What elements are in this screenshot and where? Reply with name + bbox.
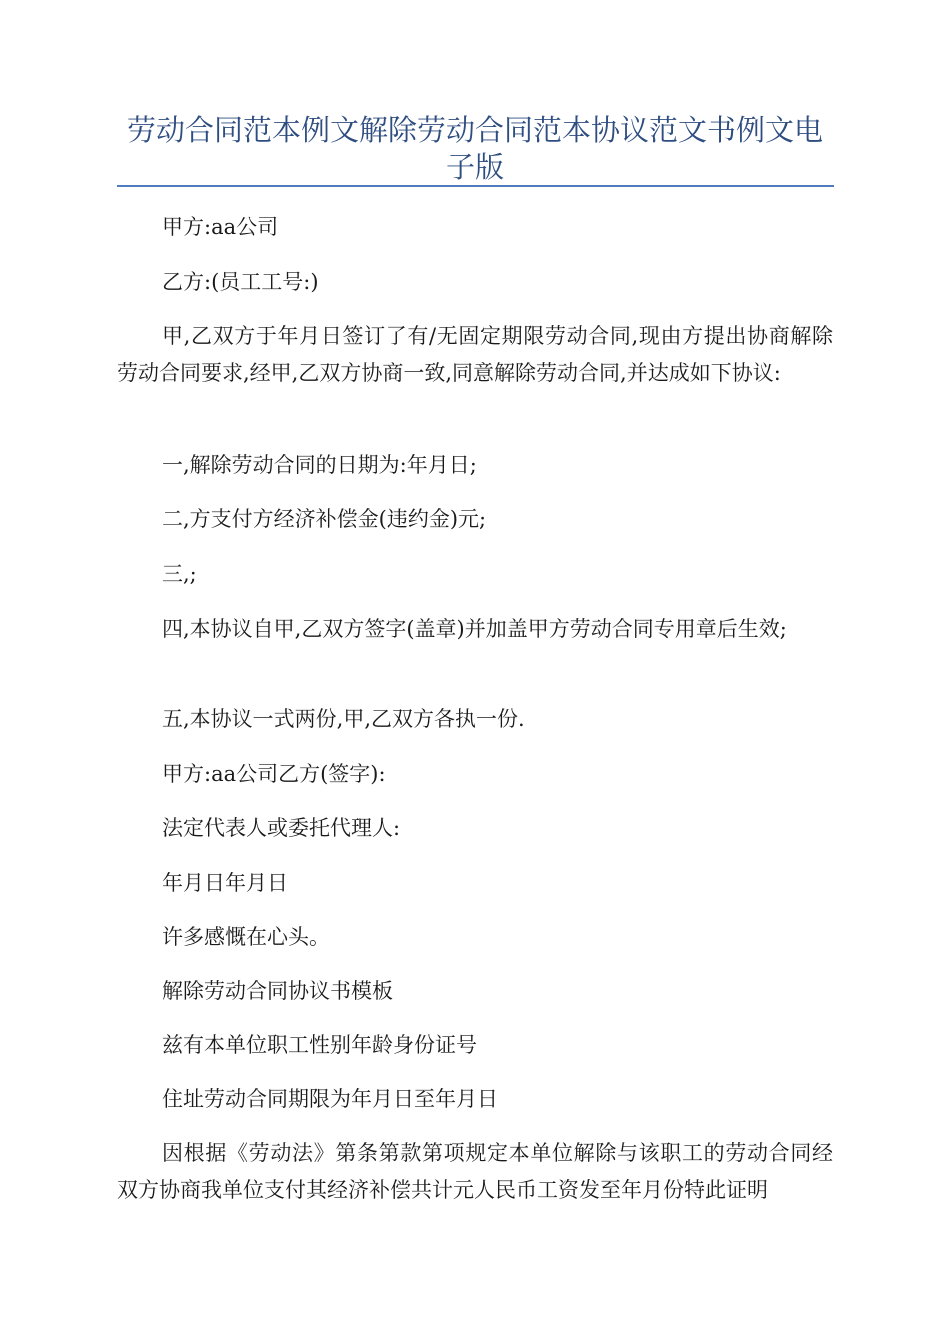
paragraph-party-a: 甲方:aa公司	[162, 215, 279, 239]
paragraph-party-b: 乙方:(员工工号:)	[162, 270, 319, 294]
paragraph-dates: 年月日年月日	[162, 871, 288, 895]
paragraph-clause-3: 三,;	[162, 562, 197, 586]
paragraph-template-heading: 解除劳动合同协议书模板	[162, 979, 393, 1003]
document-title: 劳动合同范本例文解除劳动合同范本协议范文书例文电子版	[126, 113, 823, 184]
paragraph-intro: 甲,乙双方于年月日签订了有/无固定期限劳动合同,现由方提出协商解除劳动合同要求,经甲,乙双方协商一致,同意解除劳动合同,并达成如下协议:	[117, 324, 833, 385]
paragraph-address-term: 住址劳动合同期限为年月日至年月日	[162, 1087, 498, 1111]
paragraph-clause-5: 五,本协议一式两份,甲,乙双方各执一份.	[162, 707, 525, 731]
paragraph-employee-info: 兹有本单位职工性别年龄身份证号	[162, 1033, 477, 1057]
paragraph-remark: 许多感慨在心头。	[162, 925, 330, 949]
paragraph-clause-2: 二,方支付方经济补偿金(违约金)元;	[162, 507, 487, 531]
paragraph-representative: 法定代表人或委托代理人:	[162, 816, 401, 840]
paragraph-legal-basis: 因根据《劳动法》第条第款第项规定本单位解除与该职工的劳动合同经双方协商我单位支付其经济补偿共计元人民币工资发至年月份特此证明	[117, 1141, 833, 1202]
paragraph-signature-parties: 甲方:aa公司乙方(签字):	[162, 762, 386, 786]
paragraph-clause-4: 四,本协议自甲,乙双方签字(盖章)并加盖甲方劳动合同专用章后生效;	[162, 617, 787, 641]
paragraph-clause-1: 一,解除劳动合同的日期为:年月日;	[162, 453, 477, 477]
title-underline	[117, 185, 834, 187]
